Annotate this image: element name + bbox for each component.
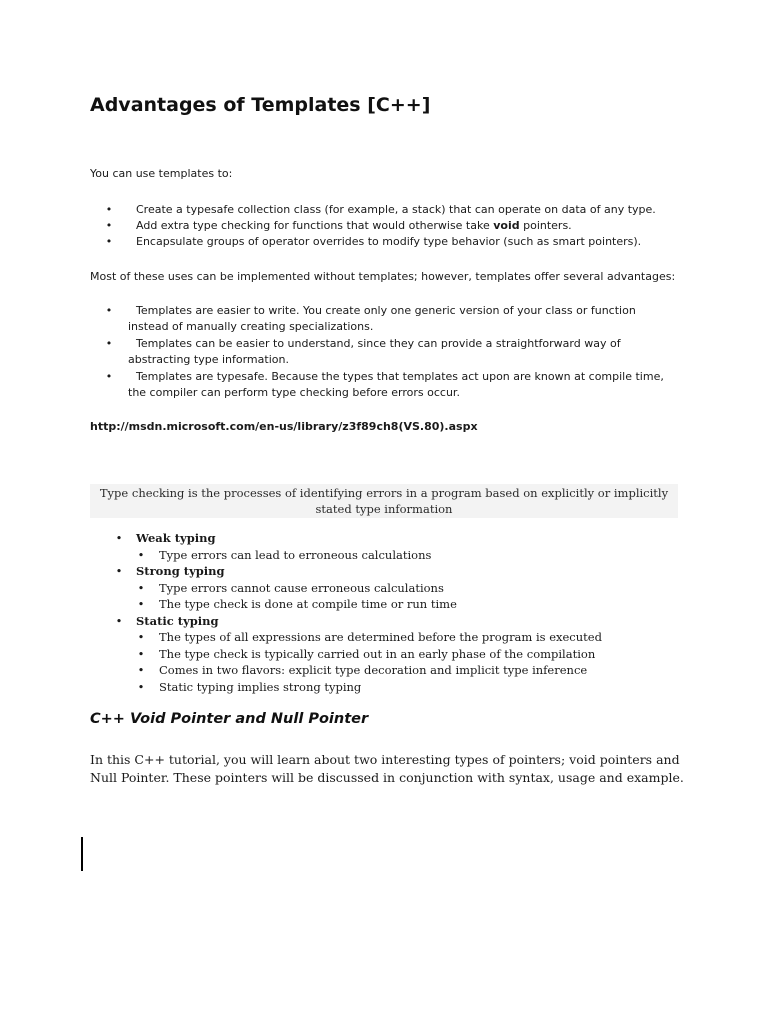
typing-item-weak (114, 530, 674, 563)
list-item (90, 336, 670, 368)
section-paragraph: In this C++ tutorial, you will learn about two interesting types of pointers; void pointers and Null Pointer. These pointers will be discussed in conjunction with syntax, usage and example. (90, 752, 684, 785)
bullet-icon: • (137, 646, 145, 661)
bullet-icon: • (105, 235, 113, 248)
bullet-icon: • (137, 580, 145, 595)
list-item-text: Templates are typesafe. Because the types that templates act upon are known at compile time, the compiler can perform type checking before errors occur. (128, 370, 664, 399)
list-item-text: Templates can be easier to understand, since they can provide a straightforward way of abstracting type information. (128, 337, 621, 366)
list-item (114, 547, 674, 564)
advantages-intro: Most of these uses can be implemented without templates; however, templates offer several advantages: (90, 270, 676, 283)
list-item-text: The types of all expressions are determined before the program is executed (159, 630, 602, 644)
bullet-icon: • (137, 547, 145, 562)
bullet-icon: • (137, 663, 145, 677)
list-item (114, 662, 674, 679)
list-item-text: Encapsulate groups of operator overrides to modify type behavior (such as smart pointers). (136, 235, 642, 248)
type-checking-callout: Type checking is the processes of identifying errors in a program based on explicitly or implicitly stated type information (90, 484, 678, 518)
typing-points (114, 547, 674, 564)
list-item (114, 580, 674, 597)
uses-list (90, 202, 680, 250)
typing-list (114, 530, 674, 695)
list-item (114, 629, 674, 646)
list-item-text: Type errors can lead to erroneous calculations (159, 547, 432, 562)
list-item-text: Type errors cannot cause erroneous calculations (159, 580, 444, 595)
page-title: Advantages of Templates [C++] (90, 94, 431, 116)
text-cursor (81, 837, 83, 871)
typing-points (114, 629, 674, 695)
list-item (90, 234, 680, 250)
bullet-icon: • (105, 370, 113, 383)
list-item-text: pointers. (519, 219, 572, 232)
list-item-text: Comes in two flavors: explicit type decoration and implicit type inference (159, 663, 588, 677)
section-heading: C++ Void Pointer and Null Pointer (90, 711, 369, 727)
intro-text: You can use templates to: (90, 167, 233, 180)
bullet-icon: • (137, 630, 145, 644)
msdn-link[interactable]: http://msdn.microsoft.com/en-us/library/z3f89ch8(VS.80).aspx (90, 420, 478, 433)
bullet-icon: • (115, 531, 123, 545)
list-item (114, 646, 674, 663)
bullet-icon: • (105, 203, 113, 216)
typing-name: Static typing (136, 613, 219, 628)
bullet-icon: • (137, 597, 145, 611)
bullet-icon: • (105, 304, 113, 317)
list-item-text: The type check is done at compile time or run time (159, 597, 457, 611)
typing-item-strong (114, 563, 674, 613)
typing-name: Weak typing (136, 531, 216, 545)
list-item-text: The type check is typically carried out in an early phase of the compilation (159, 646, 596, 661)
list-item-text: Add extra type checking for functions that would otherwise take (136, 219, 494, 232)
list-item (90, 303, 670, 335)
list-item (114, 679, 674, 696)
list-item-text: Static typing implies strong typing (159, 679, 362, 694)
list-item-text: Templates are easier to write. You create only one generic version of your class or function instead of manually creating specializations. (128, 304, 636, 333)
list-item (90, 202, 680, 218)
bullet-icon: • (105, 219, 113, 232)
typing-points (114, 580, 674, 613)
bullet-icon: • (137, 679, 145, 694)
advantages-list (90, 303, 670, 402)
void-keyword: void (493, 219, 520, 232)
typing-name: Strong typing (136, 564, 225, 578)
bullet-icon: • (105, 337, 113, 350)
list-item (90, 369, 670, 401)
list-item (90, 218, 680, 234)
list-item (114, 596, 674, 613)
bullet-icon: • (115, 613, 123, 628)
list-item-text: Create a typesafe collection class (for example, a stack) that can operate on data of any type. (136, 203, 656, 216)
bullet-icon: • (115, 564, 123, 578)
typing-item-static (114, 613, 674, 696)
